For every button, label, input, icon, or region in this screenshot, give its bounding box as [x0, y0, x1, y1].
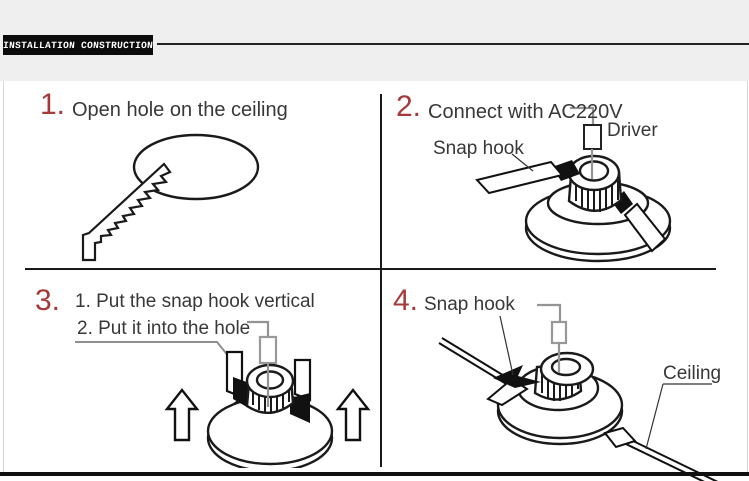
ceiling-clip: [605, 428, 635, 447]
up-arrow-left-icon: [167, 390, 197, 440]
step-3-number: 3.: [35, 284, 61, 317]
header-box: [3, 35, 153, 55]
step-1-number: 1.: [40, 88, 66, 121]
step-2-title: Connect with AC220V: [428, 101, 623, 123]
hole-saw-icon: [83, 164, 170, 260]
step-text-leader-line: [75, 342, 238, 368]
snap-hook-label-step4: Snap hook: [424, 294, 515, 315]
header-rule: [157, 43, 749, 45]
driver-box: [260, 337, 276, 363]
step-3-line-1: 1. Put the snap hook vertical: [75, 291, 315, 312]
page-title: INSTALLATION CONSTRUCTION: [2, 39, 154, 51]
power-wire: [537, 305, 560, 322]
snap-hook-leader-line: [500, 316, 513, 375]
top-band: [0, 0, 749, 81]
driver-box: [584, 125, 601, 149]
driver-box: [552, 322, 566, 343]
ceiling-label: Ceiling: [663, 363, 722, 384]
ceiling-leader-line: [646, 384, 712, 449]
up-arrow-right-icon: [338, 390, 368, 440]
heatsink-top-hole: [257, 372, 283, 389]
left-snap-hook-blade: [477, 162, 562, 193]
step-3-line-2: 2. Put it into the hole: [77, 318, 251, 339]
step-1-title: Open hole on the ceiling: [72, 99, 288, 121]
heatsink-top-hole: [552, 359, 580, 375]
step-4-number: 4.: [393, 284, 419, 317]
snap-hook-label-step2: Snap hook: [433, 138, 524, 159]
step-2-number: 2.: [396, 90, 422, 123]
driver-label: Driver: [607, 120, 658, 141]
heatsink-top-hole: [580, 162, 608, 181]
